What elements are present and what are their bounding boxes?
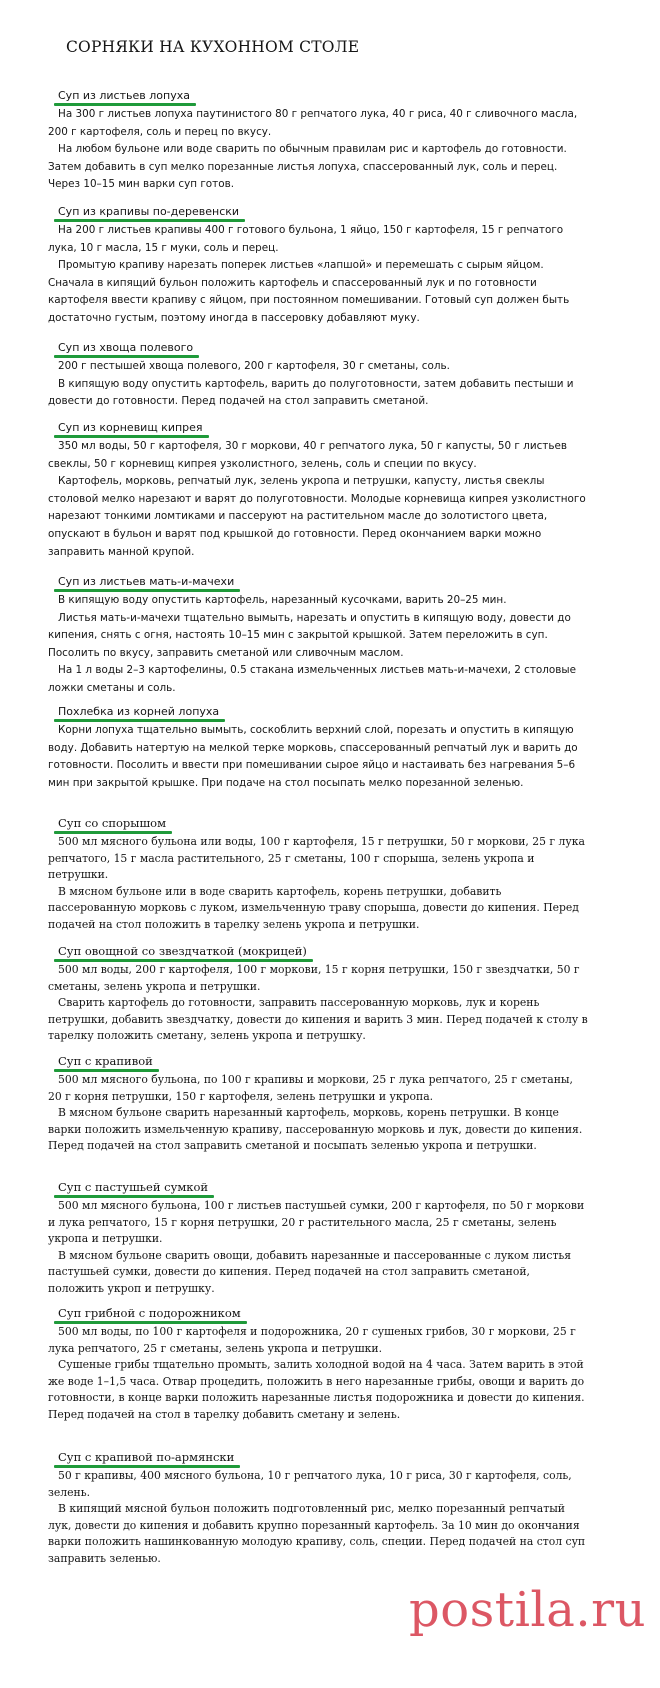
recipe-title: Похлебка из корней лопуха (58, 704, 219, 721)
recipe-method: Картофель, морковь, репчатый лук, зелень укропа и петрушки, капусту, листья свеклы столовой мелко нарезают и варят до полуготовности. Молодые корневища кипрея узколистного нарезают тонкими ломтиками и пассеруют на растительном масле до золотистого цвета, опускают в бульон и варят под крышкой до готовности. Перед окончанием варки можно заправить манной крупой. (48, 475, 586, 558)
recipe-title: Суп из хвоща полевого (58, 340, 193, 357)
recipe-shepherds-purse-soup (48, 1176, 588, 1298)
recipe-title: Суп из крапивы по-деревенски (58, 204, 239, 221)
recipe-title: Суп из корневищ кипрея (58, 420, 203, 437)
recipe-knotweed-soup (48, 812, 588, 934)
recipe-burdock-leaves-soup (48, 84, 588, 194)
recipe-coltsfoot-soup (48, 570, 588, 698)
recipe-nettle-soup (48, 1050, 588, 1155)
recipe-method: Сушеные грибы тщательно промыть, залить холодной водой на 4 часа. Затем варить в этой же воде 1–1,5 часа. Отвар процедить, положить в него нарезанные грибы, овощи и варить до готовности, в конце варки положить нарезанные листья подорожника и довести до кипения. Перед подачей на стол в тарелку добавить сметану и зелень. (48, 1358, 585, 1421)
recipe-ingredients: На 300 г листьев лопуха паутинистого 80 г репчатого лука, 40 г риса, 40 г сливочного масла, 200 г картофеля, соль и перец по вкусу. (48, 108, 578, 138)
recipe-method: В мясном бульоне или в воде сварить картофель, корень петрушки, добавить пассерованную морковь с луком, измельченную траву спорыша, довести до кипения. Перед подачей на стол положить в тарелку зелень укропа и петрушки. (48, 884, 579, 931)
recipe-title: Суп овощной со звездчаткой (мокрицей) (58, 944, 307, 961)
recipe-fireweed-root-soup (48, 416, 588, 561)
recipe-chickweed-vegetable-soup (48, 940, 588, 1045)
recipe-title: Суп с крапивой (58, 1054, 153, 1071)
recipe-ingredients: 500 мл мясного бульона или воды, 100 г картофеля, 15 г петрушки, 50 г моркови, 25 г лука репчатого, 15 г масла растительного, 25 г сметаны, 100 г спорыша, зелень укропа и петрушки. (48, 835, 585, 882)
recipe-step: В кипящую воду опустить картофель, нарезанный кусочками, варить 20–25 мин. (58, 594, 507, 606)
recipe-method: В мясном бульоне сварить овощи, добавить нарезанные и пассерованные с луком листья пастушьей сумки, довести до кипения. Перед подачей на стол заправить сметаной, положить укроп и петрушку. (48, 1248, 572, 1295)
recipe-ingredients: На 200 г листьев крапивы 400 г готового бульона, 1 яйцо, 150 г картофеля, 15 г репчатого лука, 10 г масла, 15 г муки, соль и перец. (48, 224, 564, 254)
page-title: СОРНЯКИ НА КУХОННОМ СТОЛЕ (66, 38, 360, 56)
recipe-ingredients: 50 г крапивы, 400 мясного бульона, 10 г репчатого лука, 10 г риса, 30 г картофеля, соль, зелень. (48, 1469, 572, 1499)
recipe-ingredients: 500 мл воды, по 100 г картофеля и подорожника, 20 г сушеных грибов, 30 г моркови, 25 г лука репчатого, 25 г сметаны, зелень укропа и петрушки. (48, 1325, 576, 1355)
recipe-ingredients: 350 мл воды, 50 г картофеля, 30 г моркови, 40 г репчатого лука, 50 г капусты, 50 г листьев свеклы, 50 г корневищ кипрея узколистного, зелень, соль и специи по вкусу. (48, 440, 567, 470)
recipe-armenian-nettle-soup (48, 1446, 588, 1568)
recipe-ingredients: 500 мл мясного бульона, по 100 г крапивы и моркови, 25 г лука репчатого, 25 г сметаны, 20 г корня петрушки, 150 г картофеля, зелень петрушки и укропа. (48, 1073, 573, 1103)
recipe-title: Суп с пастушьей сумкой (58, 1180, 208, 1197)
recipe-method: В мясном бульоне сварить нарезанный картофель, морковь, корень петрушки. В конце варки положить измельченную крапиву, пассерованную морковь и лук, довести до кипения. Перед подачей на стол заправить сметаной и посыпать зеленью укропа и петрушки. (48, 1106, 583, 1153)
recipe-title: Суп с крапивой по-армянски (58, 1450, 234, 1467)
recipe-method: Сварить картофель до готовности, заправить пассерованную морковь, лук и корень петрушки, добавить звездчатку, довести до кипения и варить 3 мин. Перед подачей к столу в тарелку положить сметану, зелень укропа и петрушку. (48, 996, 588, 1043)
recipe-method: В кипящую воду опустить картофель, варить до полуготовности, затем добавить пестыши и довести до готовности. Перед подачей на стол заправить сметаной. (48, 377, 574, 408)
recipe-method: На любом бульоне или воде сварить по обычным правилам рис и картофель до готовности. Затем добавить в суп мелко порезанные листья лопуха, спассерованный лук, соль и перец. Через 10–15 мин варки суп готов. (48, 143, 567, 191)
recipe-title: Суп грибной с подорожником (58, 1306, 241, 1323)
recipe-horsetail-soup (48, 336, 588, 411)
recipe-title: Суп из листьев лопуха (58, 88, 190, 105)
recipe-ingredients: На 1 л воды 2–3 картофелины, 0.5 стакана измельченных листьев мать-и-мачехи, 2 столовые ложки сметаны и соль. (48, 664, 577, 694)
recipe-ingredients: 200 г пестышей хвоща полевого, 200 г картофеля, 30 г сметаны, соль. (58, 360, 450, 372)
recipe-method: В кипящий мясной бульон положить подготовленный рис, мелко порезанный репчатый лук, довести до кипения и добавить крупно порезанный картофель. За 10 мин до окончания варки положить нашинкованную молодую крапиву, соль, специи. Перед подачей на стол суп заправить зеленью. (48, 1502, 586, 1565)
recipe-title: Суп из листьев мать-и-мачехи (58, 574, 234, 591)
recipe-method: Корни лопуха тщательно вымыть, соскоблить верхний слой, порезать и опустить в кипящую воду. Добавить натертую на мелкой терке морковь, спассерованный репчатый лук и варить до готовности. Посолить и ввести при помешивании сырое яйцо и настаивать без нагревания 5–6 мин при закрытой крышке. При подаче на стол посыпать мелко порезанной зеленью. (48, 724, 578, 789)
recipe-mushroom-plantain-soup (48, 1302, 588, 1424)
recipe-nettle-village-soup (48, 200, 588, 328)
watermark: postila.ru (409, 1582, 646, 1638)
recipe-ingredients: 500 мл воды, 200 г картофеля, 100 г моркови, 15 г корня петрушки, 150 г звездчатки, 50 г сметаны, зелень укропа и петрушки. (48, 963, 580, 993)
recipe-title: Суп со спорышом (58, 816, 166, 833)
recipe-method: Промытую крапиву нарезать поперек листьев «лапшой» и перемешать с сырым яйцом. Сначала в кипящий бульон положить картофель и спассерованный лук и по готовности картофеля ввести крапиву с яйцом, при постоянном помешивании. Готовый суп должен быть достаточно густым, поэтому иногда в пассеровку добавляют муку. (48, 259, 570, 324)
recipe-burdock-root-stew (48, 700, 588, 792)
recipe-ingredients: 500 мл мясного бульона, 100 г листьев пастушьей сумки, 200 г картофеля, по 50 г моркови и лука репчатого, 15 г корня петрушки, 20 г растительного масла, 25 г сметаны, зелень укропа и петрушки. (48, 1199, 585, 1246)
recipe-step: Листья мать-и-мачехи тщательно вымыть, нарезать и опустить в кипящую воду, довести до кипения, снять с огня, настоять 10–15 мин с закрытой крышкой. Затем переложить в суп. Посолить по вкусу, заправить сметаной или сливочным маслом. (48, 611, 571, 659)
